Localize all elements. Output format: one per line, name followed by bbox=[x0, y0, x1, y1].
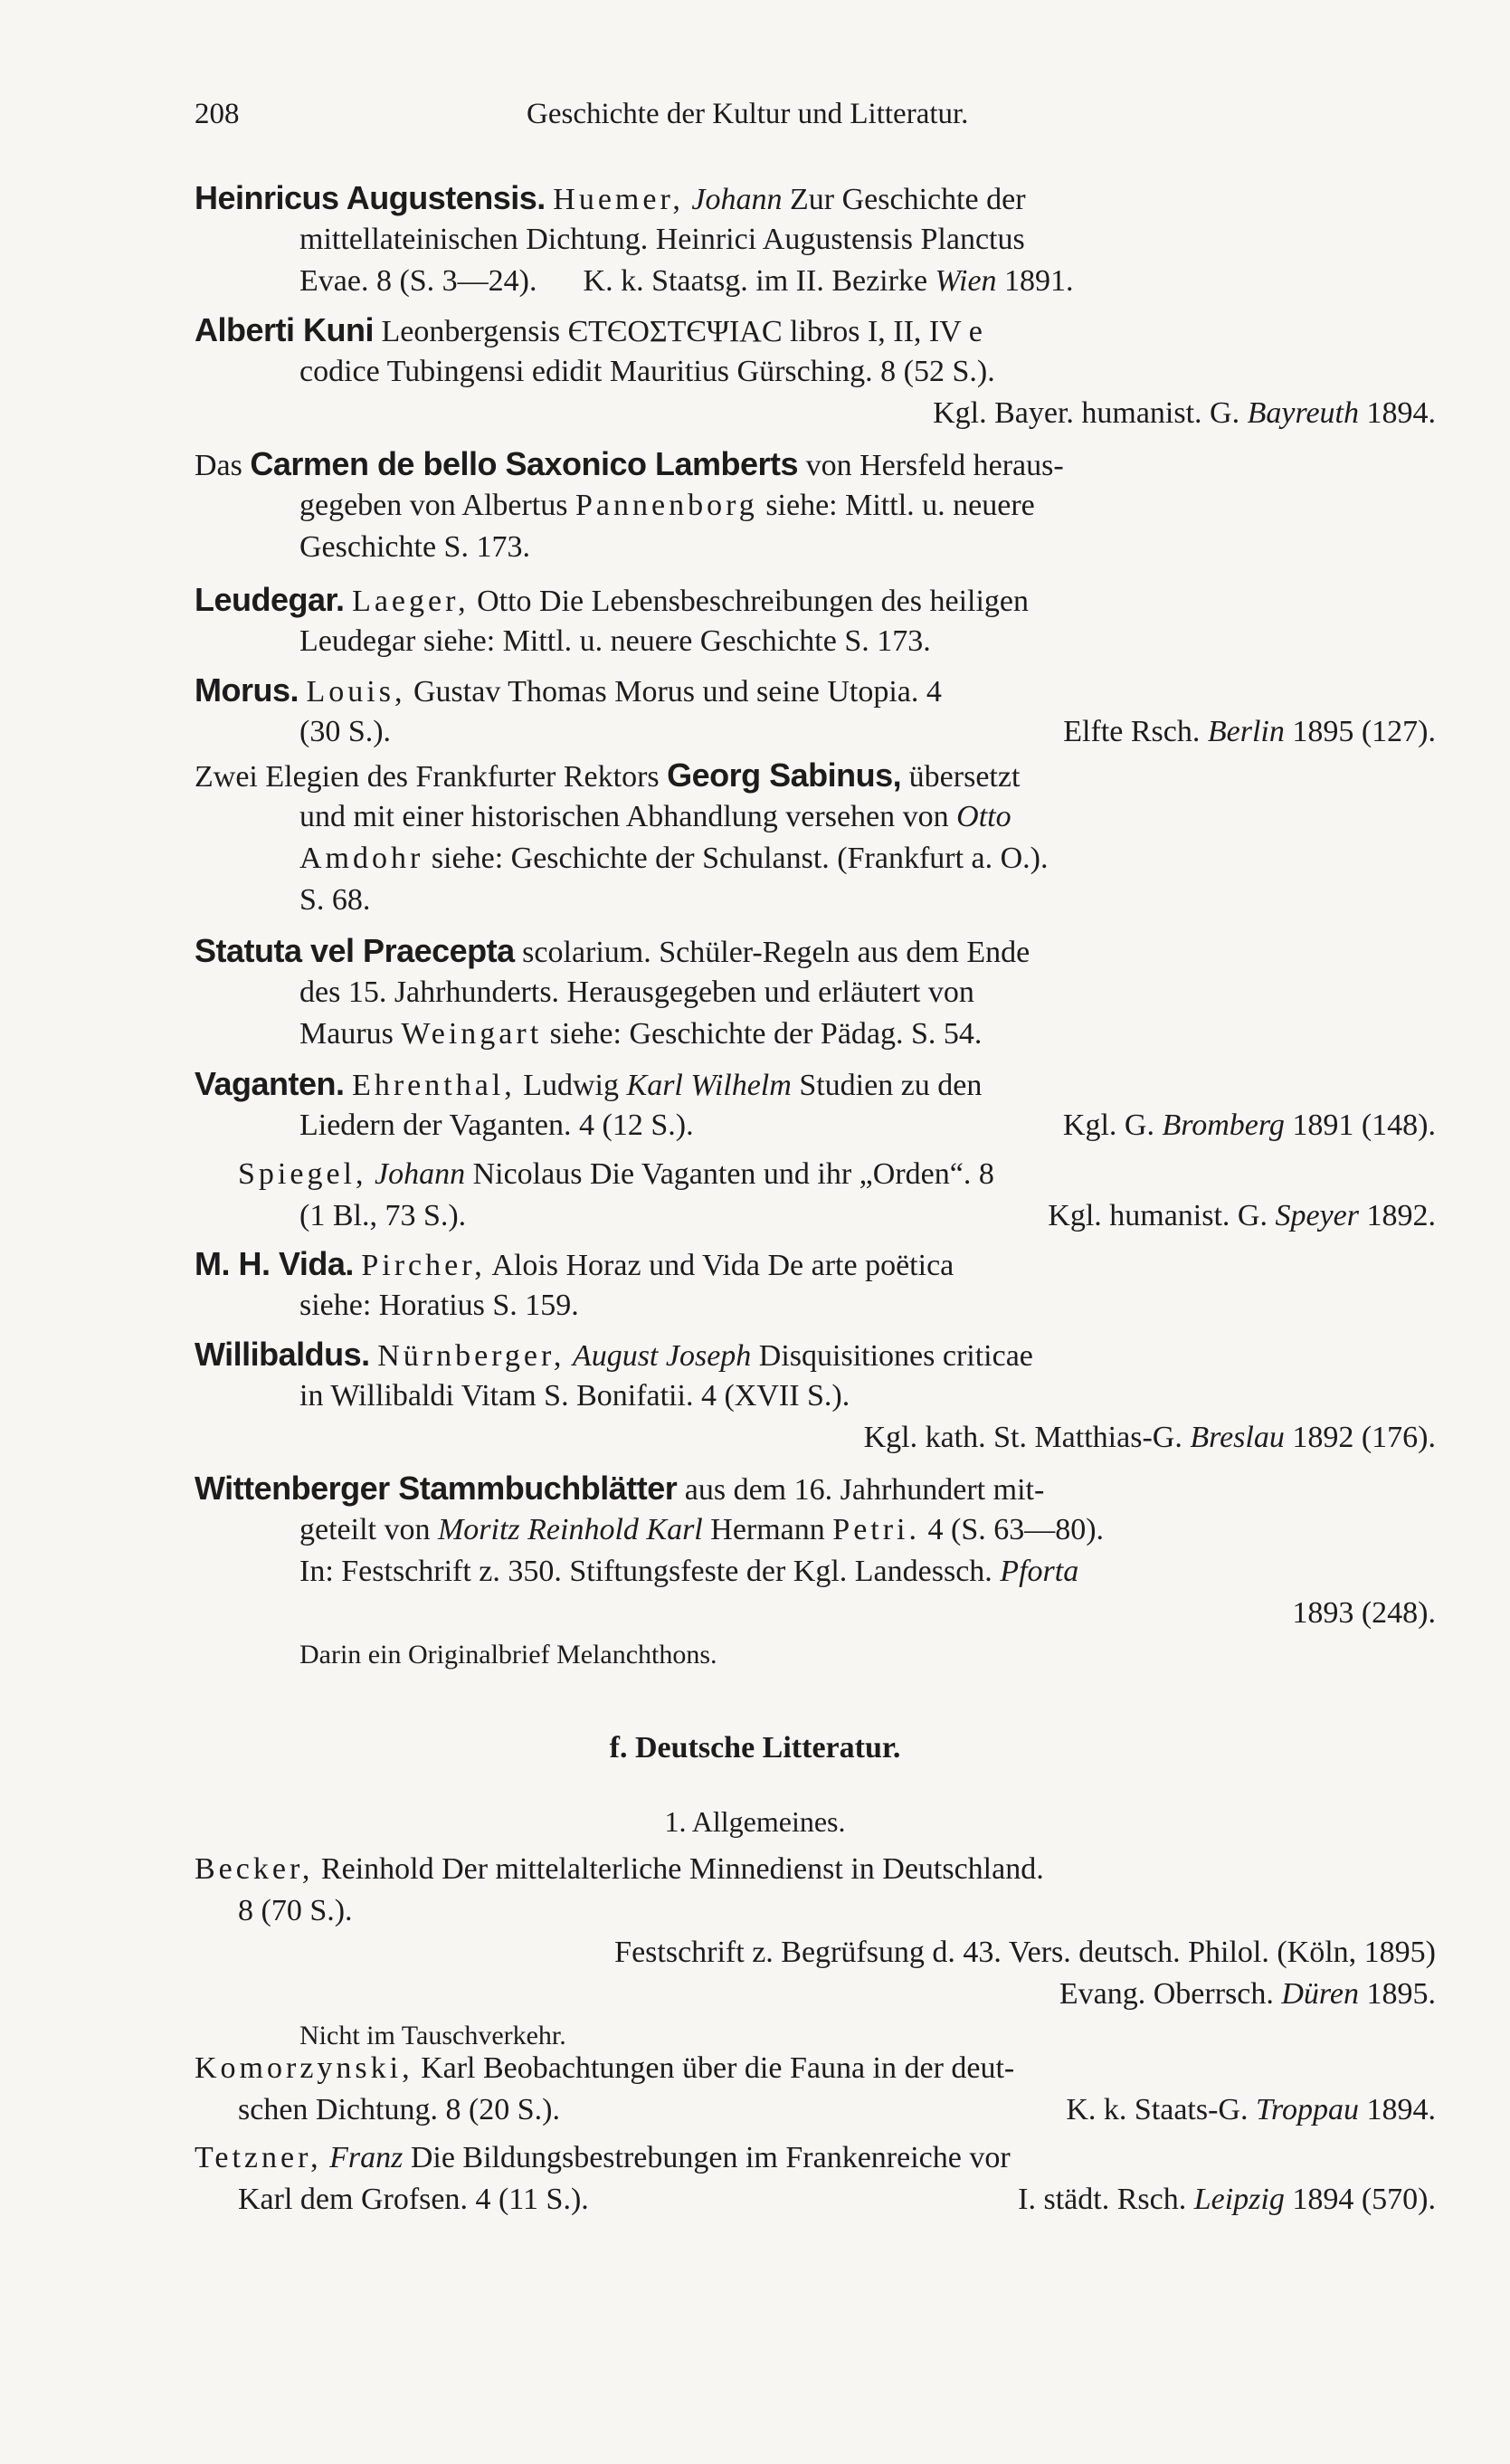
running-title: Geschichte der Kultur und Litteratur. bbox=[527, 98, 969, 130]
entry-vida: M. H. Vida. Pircher, Alois Horaz und Vida De arte poëtica siehe: Horatius S. 159. bbox=[195, 1245, 954, 1322]
entry-becker: Becker, Reinhold Der mittelalterliche Minnedienst in Deutschland. 8 (70 S.). Festschrift z. Begrüfsung d. 43. Vers. deutsch. Philol. (Köln, 1895) Evang. Oberrsch. Düren 1895. Nicht im Tauschverkehr. bbox=[195, 1849, 1436, 2057]
entry-alberti-kuni: Alberti Kuni Leonbergensis ЄΤЄΟΣΤЄΨΙΑϹ libros I, II, IV e codice Tubingensi edidit Mauritius Gürsching. 8 (52 S.). Kgl. Bayer. humanist. G. Bayreuth 1894. bbox=[195, 311, 1436, 430]
entry-willibaldus: Willibaldus. Nürnberger, August Joseph Disquisitiones criticae in Willibaldi Vitam S. Bonifatii. 4 (XVII S.). Kgl. kath. St. Matthias-G. Breslau 1892 (176). bbox=[195, 1336, 1436, 1454]
entry-note: Darin ein Originalbrief Melanchthons. bbox=[299, 1640, 717, 1670]
entry-note: Nicht im Tauschverkehr. bbox=[299, 2021, 566, 2050]
entry-wittenberger: Wittenberger Stammbuchblätter aus dem 16. Jahrhundert mit- geteilt von Moritz Reinhold Karl Hermann Petri. 4 (S. 63—80). In: Festschrift z. 350. Stiftungsfeste der Kgl. Landessch. Pforta 1893 (248). Darin ein Originalbrief Melanchthons. bbox=[195, 1468, 1436, 1676]
entry-tetzner: Tetzner, Franz Die Bildungsbestrebungen im Frankenreiche vor Karl dem Grofsen. 4 (11 S.). I. städt. Rsch. Leipzig 1894 (570). bbox=[195, 2141, 1436, 2216]
running-header bbox=[195, 98, 1434, 143]
page-number: 208 bbox=[195, 98, 240, 130]
entry-komorzynski: Komorzynski, Karl Beobachtungen über die Fauna in der deut- schen Dichtung. 8 (20 S.). K. k. Staats-G. Troppau 1894. bbox=[195, 2051, 1436, 2126]
entry-georg-sabinus: Zwei Elegien des Frankfurter Rektors Georg Sabinus, übersetzt und mit einer historischen Abhandlung versehen von Otto Amdohr siehe: Geschichte der Schulanst. (Frankfurt a. O.). S. 68. bbox=[195, 756, 1049, 917]
entry-carmen-de-bello: Das Carmen de bello Saxonico Lamberts von Hersfeld heraus- gegeben von Albertus Pannenborg siehe: Mittl. u. neuere Geschichte S. 173. bbox=[195, 445, 1064, 564]
entry-spiegel: Spiegel, Johann Nicolaus Die Vaganten und ihr „Orden“. 8 (1 Bl., 73 S.). Kgl. humanist. G. Speyer 1892. bbox=[238, 1157, 1436, 1232]
entry-vaganten: Vaganten. Ehrenthal, Ludwig Karl Wilhelm Studien zu den Liedern der Vaganten. 4 (12 S.). Kgl. G. Bromberg 1891 (148). bbox=[195, 1065, 1436, 1142]
entry-heinricus: Heinricus Augustensis. Huemer, Johann Zur Geschichte der mittellateinischen Dichtung. Heinrici Augustensis Planctus Evae. 8 (S. 3—24). K. k. Staatsg. im II. Bezirke Wien 1891. bbox=[195, 179, 1074, 298]
section-title: f. Deutsche Litteratur. bbox=[609, 1731, 901, 1765]
subsection-title: 1. Allgemeines. bbox=[664, 1805, 846, 1838]
entry-morus: Morus. Louis, Gustav Thomas Morus und seine Utopia. 4 (30 S.). Elfte Rsch. Berlin 1895 (127). bbox=[195, 671, 1436, 748]
entry-statuta: Statuta vel Praecepta scolarium. Schüler-Regeln aus dem Ende des 15. Jahrhunderts. Herausgegeben und erläutert von Maurus Weingart siehe: Geschichte der Pädag. S. 54. bbox=[195, 932, 1030, 1051]
entry-leudegar: Leudegar. Laeger, Otto Die Lebensbeschreibungen des heiligen Leudegar siehe: Mittl. u. neuere Geschichte S. 173. bbox=[195, 581, 1030, 658]
